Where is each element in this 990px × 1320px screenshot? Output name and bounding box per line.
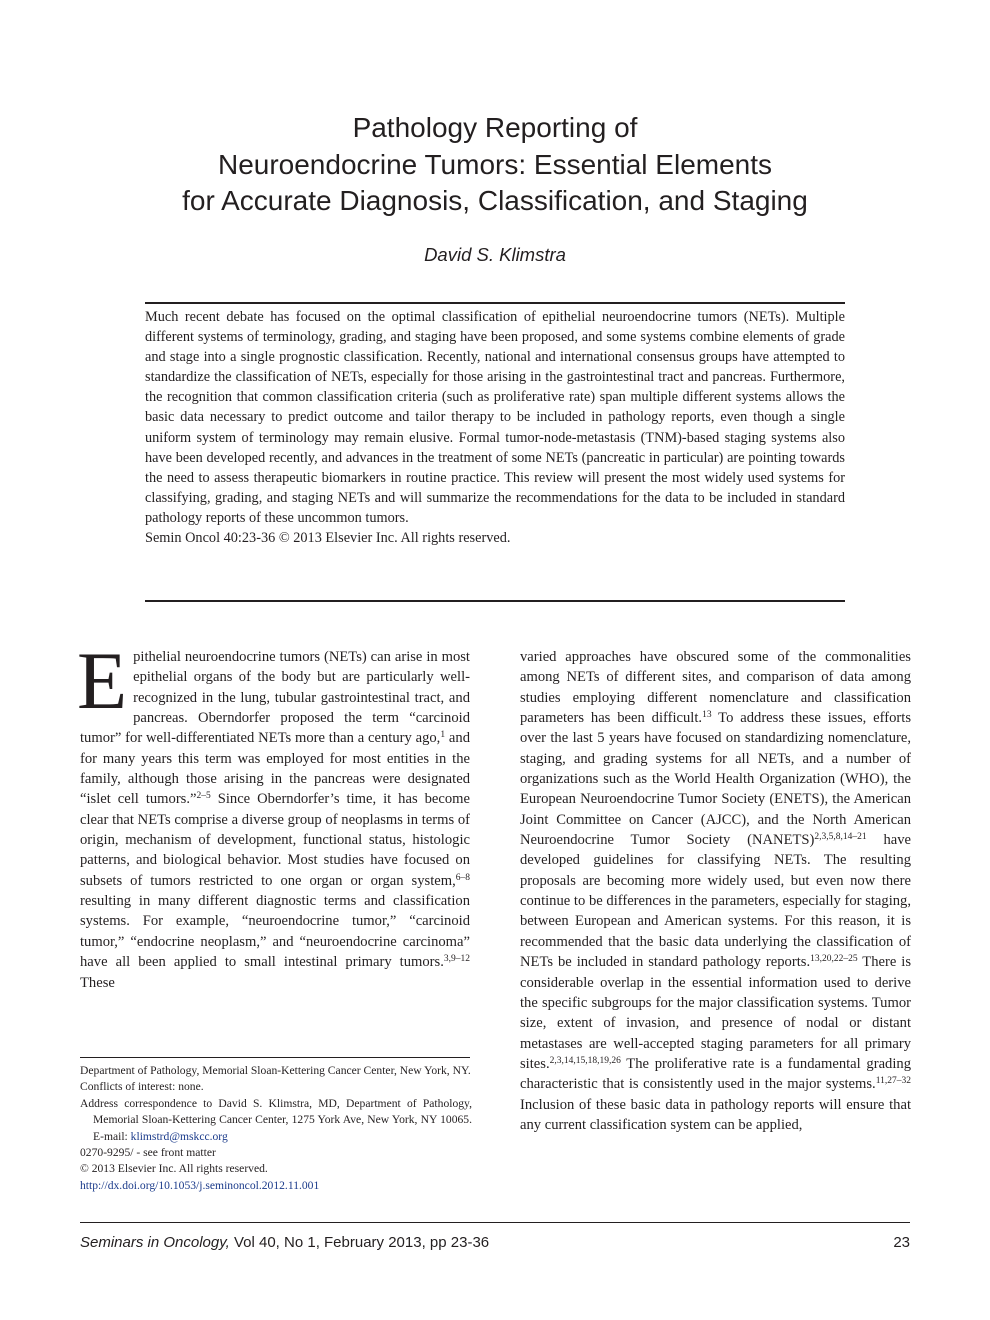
body-column-left: [77, 635, 470, 993]
continued-paragraph: [520, 647, 911, 1135]
text-segment: have developed guidelines for classifying NETs. The resulting proposals are becoming more widely used, but even now there continue to be differences in the parameters, especially for staging, between European and American systems. For this reason, it is recommended that the basic data underlying the classification of NETs be included in standard pathology reports.: [520, 832, 912, 971]
text-segment: The proliferative rate is a fundamental grading characteristic that is consistently used in the major systems.: [520, 1055, 911, 1093]
email-link[interactable]: klimstrd@mskcc.org: [130, 1129, 228, 1143]
drop-cap: E: [77, 635, 128, 726]
reference-link[interactable]: 13: [702, 710, 712, 721]
text-segment: resulting in many different diagnostic terms and classification systems. For example, “neuroendocrine tumor,” “carcinoid tumor,” “endocrine neoplasm,” and “neuroendocrine carcinoma” have all been applied to small intestinal primary tumors.: [80, 893, 470, 971]
intro-paragraph: [77, 635, 470, 993]
text-segment: varied approaches have obscured some of the commonalities among NETs of different sites, and comparison of data among studies employing different nomenclature and classification parameters has been difficult.: [520, 649, 911, 727]
footnote-affiliation: Department of Pathology, Memorial Sloan-Kettering Cancer Center, New York, NY.: [80, 1064, 471, 1077]
reference-link[interactable]: 2,3,5,8,14–21: [814, 832, 867, 843]
body-column-right: [520, 647, 911, 1135]
footnote-correspondence: [80, 1096, 472, 1145]
footnote-copyright: © 2013 Elsevier Inc. All rights reserved.: [80, 1162, 268, 1176]
footnote-conflicts: Conflicts of interest: none.: [80, 1080, 204, 1094]
correspondence-text: Address correspondence to David S. Klimstra, MD, Department of Pathology, Memorial Sloan-Kettering Cancer Center, 1275 York Ave, New York, NY 10065. E-mail:: [80, 1096, 472, 1143]
abstract-text: Much recent debate has focused on the optimal classification of epithelial neuroendocrine tumors (NETs). Multiple different systems of terminology, grading, and staging have been proposed, and some systems combine elements of grade and stage into a single prognostic classification. Recently, national and international consensus groups have attempted to standardize the classification of NETs, especially for those arising in the gastrointestinal tract and pancreas. Furthermore, the recognition that common classification criteria (such as proliferative rate) span multiple different systems allows the basic data necessary to predict outcome and tailor therapy to be included in pathology reports, even though a single uniform system of terminology may remain elusive. Formal tumor-node-metastasis (TNM)-based staging systems also have been developed recently, and advances in the treatment of some NETs (pancreatic in particular) are pointing towards the need to assess therapeutic biomarkers in routine practice. This review will present the most widely used systems for classifying, grading, and staging NETs and will summarize the recommendations for the data to be included in standard pathology reports of these uncommon tumors.: [145, 309, 845, 526]
reference-link[interactable]: 6–8: [455, 872, 470, 883]
text-segment: These: [80, 974, 115, 991]
abstract-top-rule: [145, 302, 845, 304]
text-segment: To address these issues, efforts over the last 5 years have focused on standardizing nomenclature, staging, and grading systems for all NETs, and a number of organizations such as the World Health Organization (WHO), the European Neuroendocrine Tumor Society (ENETS), the American Joint Committee on Cancer (AJCC), and the North American Neuroendocrine Tumor Society (NANETS): [520, 710, 911, 849]
author-name: David S. Klimstra: [424, 244, 566, 265]
text-segment: There is considerable overlap in the essential information used to derive the specific subgroups for the major classification systems. Tumor size, extent of invasion, and presence of nodal or distant metastases are well-accepted staging parameters for all primary sites.: [520, 954, 911, 1072]
doi-link[interactable]: http://dx.doi.org/10.1053/j.seminoncol.2012.11.001: [80, 1178, 320, 1192]
abstract-bottom-rule: [145, 600, 845, 602]
reference-link[interactable]: 2–5: [196, 791, 211, 802]
page-number: 23: [893, 1234, 910, 1251]
abstract-citation: Semin Oncol 40:23-36 © 2013 Elsevier Inc. All rights reserved.: [145, 530, 511, 547]
reference-link[interactable]: 3,9–12: [443, 954, 470, 965]
footnote-rule: [80, 1057, 470, 1058]
footnote-doi: [80, 1178, 472, 1194]
reference-link[interactable]: 1: [440, 730, 446, 741]
journal-citation: [80, 1233, 680, 1253]
title-line-1: Pathology Reporting of: [352, 112, 638, 143]
abstract: [145, 307, 845, 548]
text-segment: pithelial neuroendocrine tumors (NETs) can arise in most epithelial organs of the body but are particularly well-recognized in the lung, tubular gastrointestinal tract, and pancreas. Oberndorfer proposed the term “carcinoid tumor” for well-differentiated NETs more than a century ago,: [80, 649, 470, 747]
title-line-2: Neuroendocrine Tumors: Essential Elements: [217, 148, 773, 180]
title-line-3: for Accurate Diagnosis, Classification, and Staging: [182, 185, 808, 216]
text-segment: and for many years this term was employed for most entities in the family, although those arising in the pancreas were designated “islet cell tumors.”: [80, 730, 470, 808]
article-title: [80, 110, 910, 220]
footnote-issn: 0270-9295/ - see front matter: [80, 1146, 216, 1160]
footer-rule: [80, 1222, 910, 1223]
journal-name: Seminars in Oncology,: [80, 1234, 230, 1251]
text-segment: Inclusion of these basic data in pathology reports will ensure that any current classification system can be applied,: [520, 1096, 911, 1133]
reference-link[interactable]: 13,20,22–25: [810, 954, 858, 965]
journal-volume-info: Vol 40, No 1, February 2013, pp 23-36: [229, 1234, 490, 1251]
reference-link[interactable]: 11,27–32: [875, 1076, 911, 1087]
reference-link[interactable]: 2,3,14,15,18,19,26: [549, 1055, 621, 1066]
footnotes: [80, 1063, 472, 1194]
text-segment: Since Oberndorfer’s time, it has become clear that NETs comprise a diverse group of neoplasms in terms of origin, mechanism of development, functional status, histologic patterns, and biological behavior. Most studies have focused on subsets of tumors restricted to one organ or organ system,: [80, 791, 470, 889]
